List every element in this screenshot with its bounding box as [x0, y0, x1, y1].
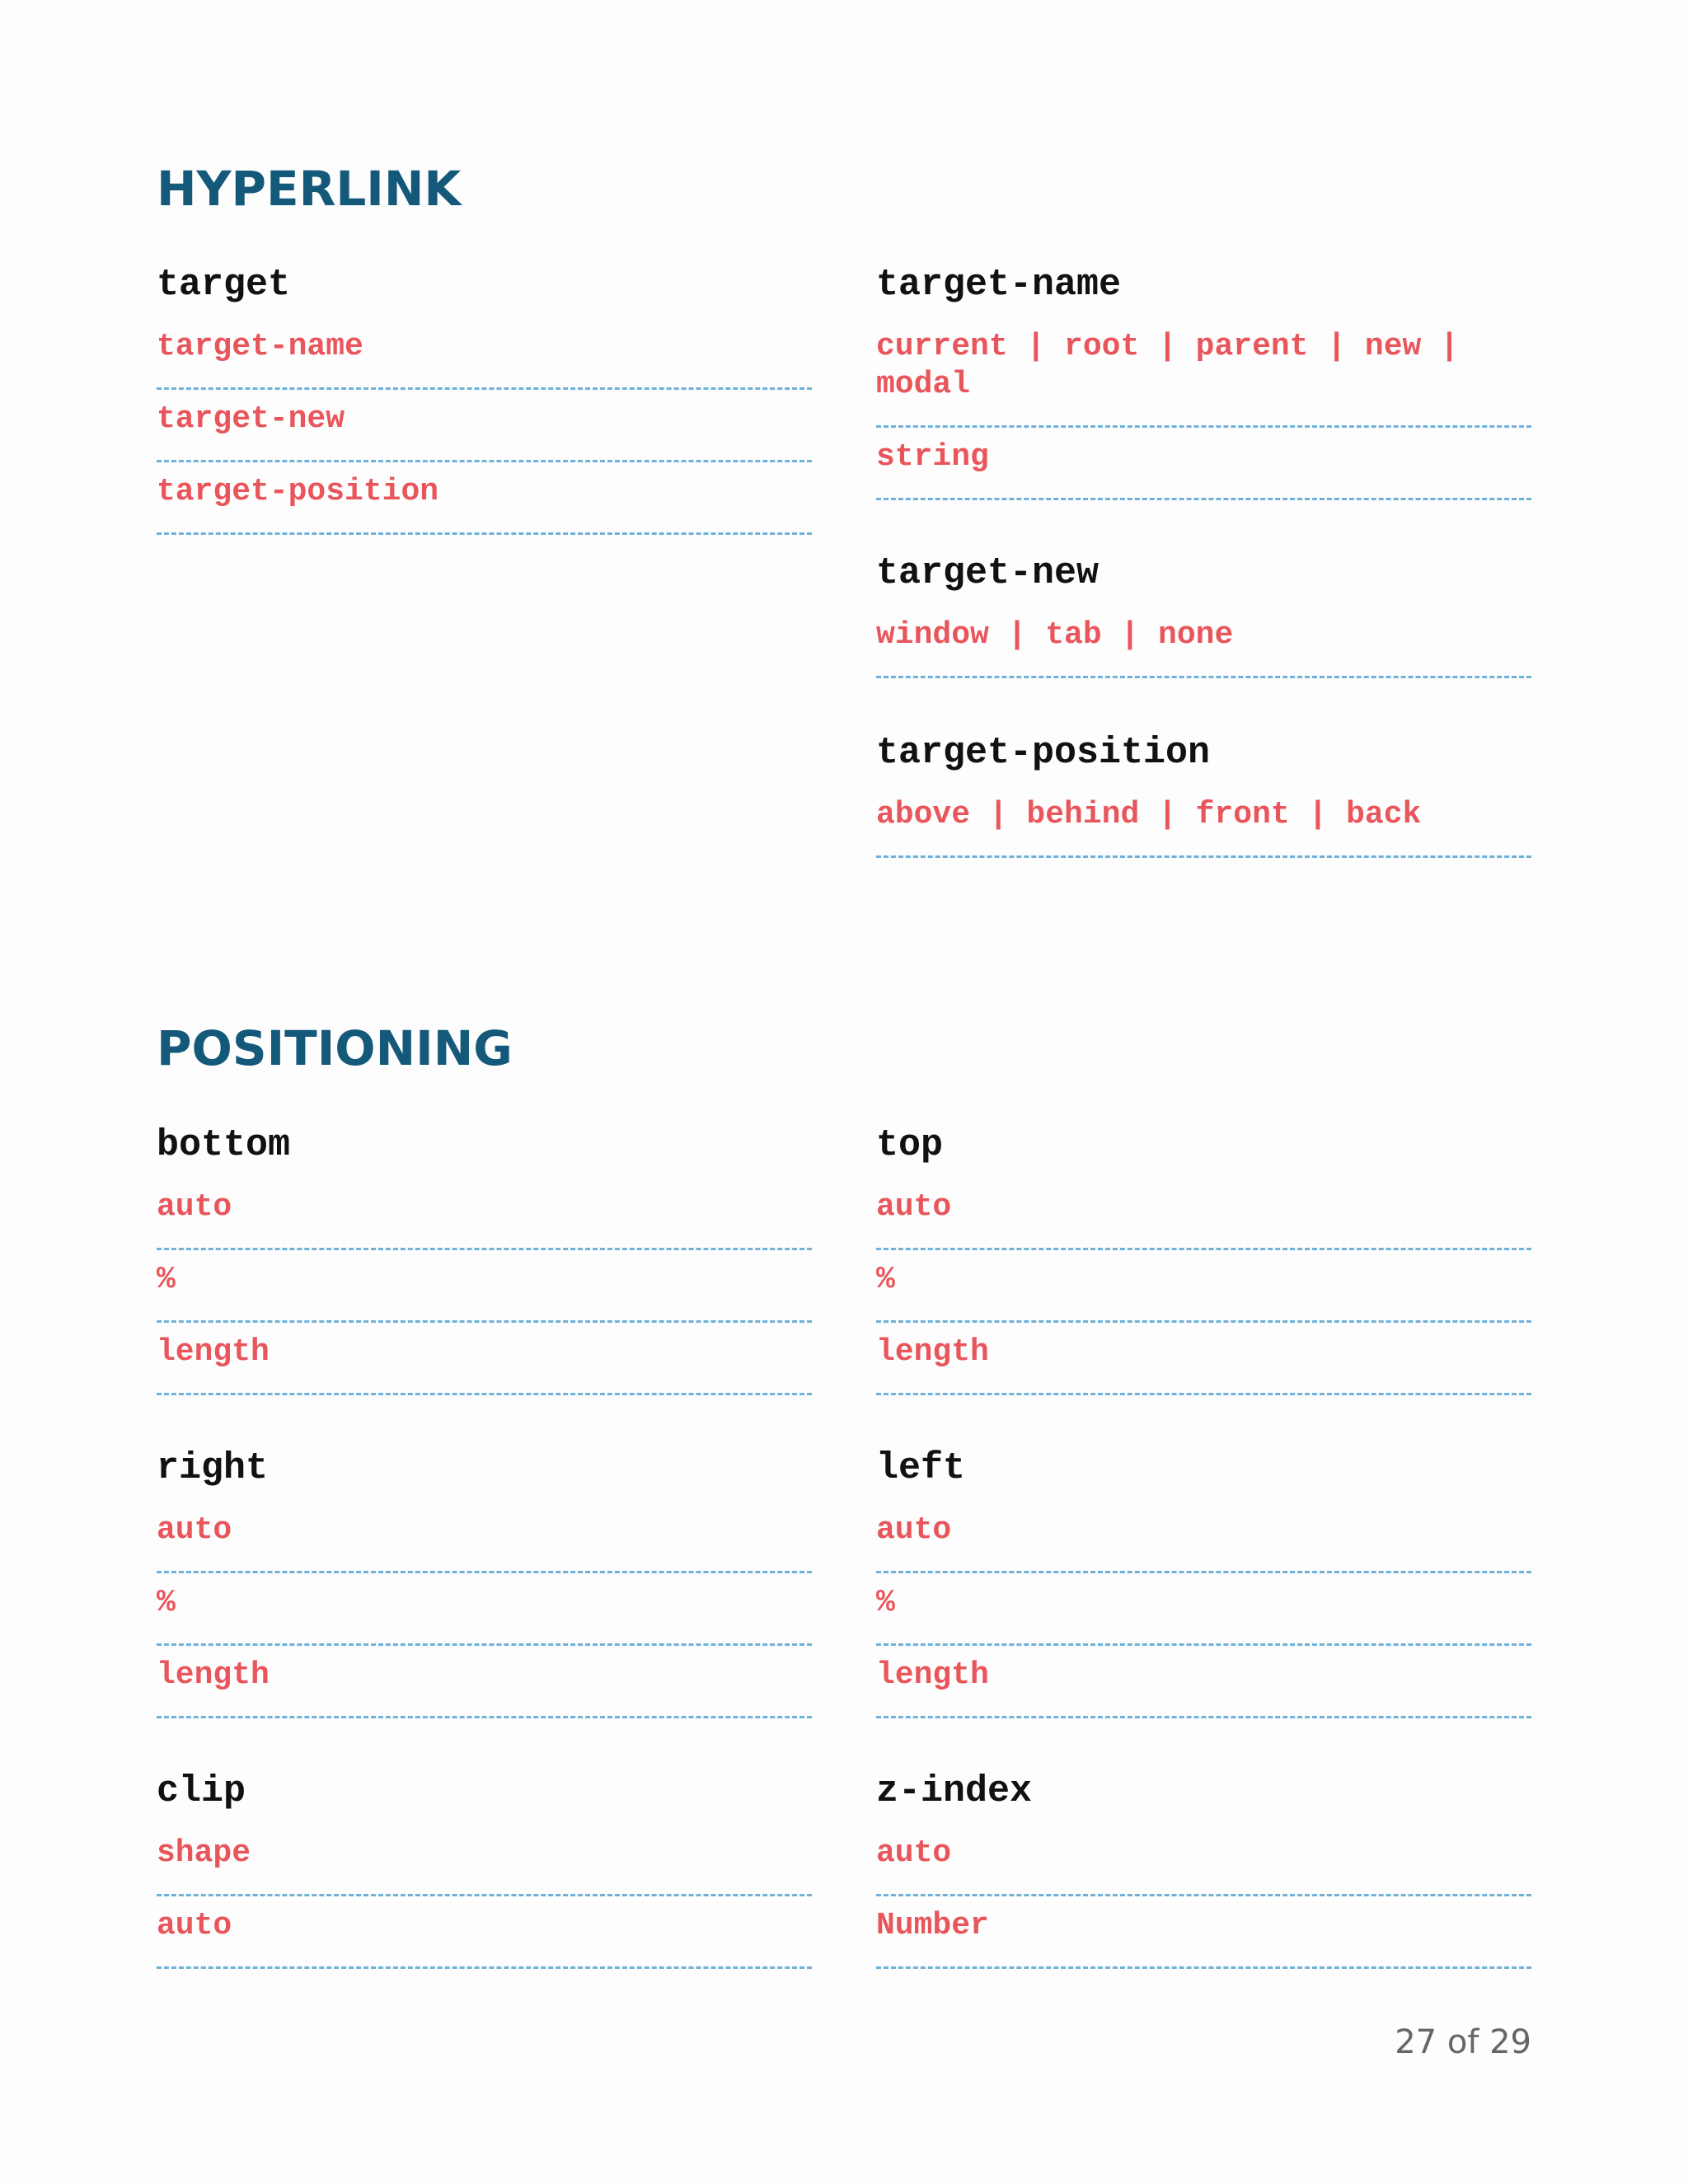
value-item: % — [876, 1250, 1531, 1323]
value-list — [157, 1501, 812, 1718]
property-name: clip — [157, 1770, 246, 1812]
value-list — [157, 1178, 812, 1395]
value-item: auto — [876, 1178, 1531, 1250]
value-item: shape — [157, 1824, 812, 1896]
value-list — [876, 317, 1531, 500]
value-list — [876, 1178, 1531, 1395]
property-name: top — [876, 1124, 944, 1166]
value-item: auto — [157, 1501, 812, 1573]
property-right — [157, 1447, 812, 1718]
value-item: target-new — [157, 390, 812, 462]
value-list — [157, 1824, 812, 1969]
value-list — [876, 1824, 1531, 1969]
value-item: auto — [157, 1178, 812, 1250]
property-name: bottom — [157, 1124, 291, 1166]
value-list — [876, 785, 1531, 858]
property-name: left — [876, 1447, 966, 1489]
value-item: length — [157, 1323, 812, 1395]
value-item: above | behind | front | back — [876, 785, 1531, 858]
value-item: window | tab | none — [876, 606, 1531, 678]
value-item: length — [876, 1323, 1531, 1395]
value-item: current | root | parent | new | modal — [876, 317, 1531, 428]
value-item: % — [157, 1573, 812, 1646]
value-item: length — [157, 1646, 812, 1718]
value-list — [876, 1501, 1531, 1718]
value-item: length — [876, 1646, 1531, 1718]
value-item: auto — [876, 1501, 1531, 1573]
value-item: Number — [876, 1896, 1531, 1969]
property-z-index — [876, 1770, 1531, 1969]
property-bottom — [157, 1124, 812, 1395]
property-name: target-position — [876, 732, 1211, 774]
property-name: target — [157, 264, 291, 306]
property-name: z-index — [876, 1770, 1033, 1812]
property-target-position — [876, 734, 1531, 858]
value-list — [876, 606, 1531, 678]
page-number: 27 of 29 — [1395, 2023, 1531, 2061]
section-title-positioning: POSITIONING — [157, 1020, 513, 1076]
value-item: target-name — [157, 317, 812, 390]
property-name: target-new — [876, 552, 1100, 594]
property-name: right — [157, 1447, 269, 1489]
value-item: string — [876, 428, 1531, 500]
value-item: target-position — [157, 462, 812, 535]
property-target-new — [876, 552, 1531, 678]
value-item: % — [876, 1573, 1531, 1646]
property-top — [876, 1124, 1531, 1395]
value-list — [157, 317, 812, 535]
property-left — [876, 1447, 1531, 1718]
value-item: % — [157, 1250, 812, 1323]
value-item: auto — [876, 1824, 1531, 1896]
value-item: auto — [157, 1896, 812, 1969]
property-target-name — [876, 266, 1531, 500]
property-clip — [157, 1770, 812, 1969]
section-title-hyperlink: HYPERLINK — [157, 161, 462, 217]
property-name: target-name — [876, 264, 1122, 306]
property-target — [157, 266, 812, 535]
